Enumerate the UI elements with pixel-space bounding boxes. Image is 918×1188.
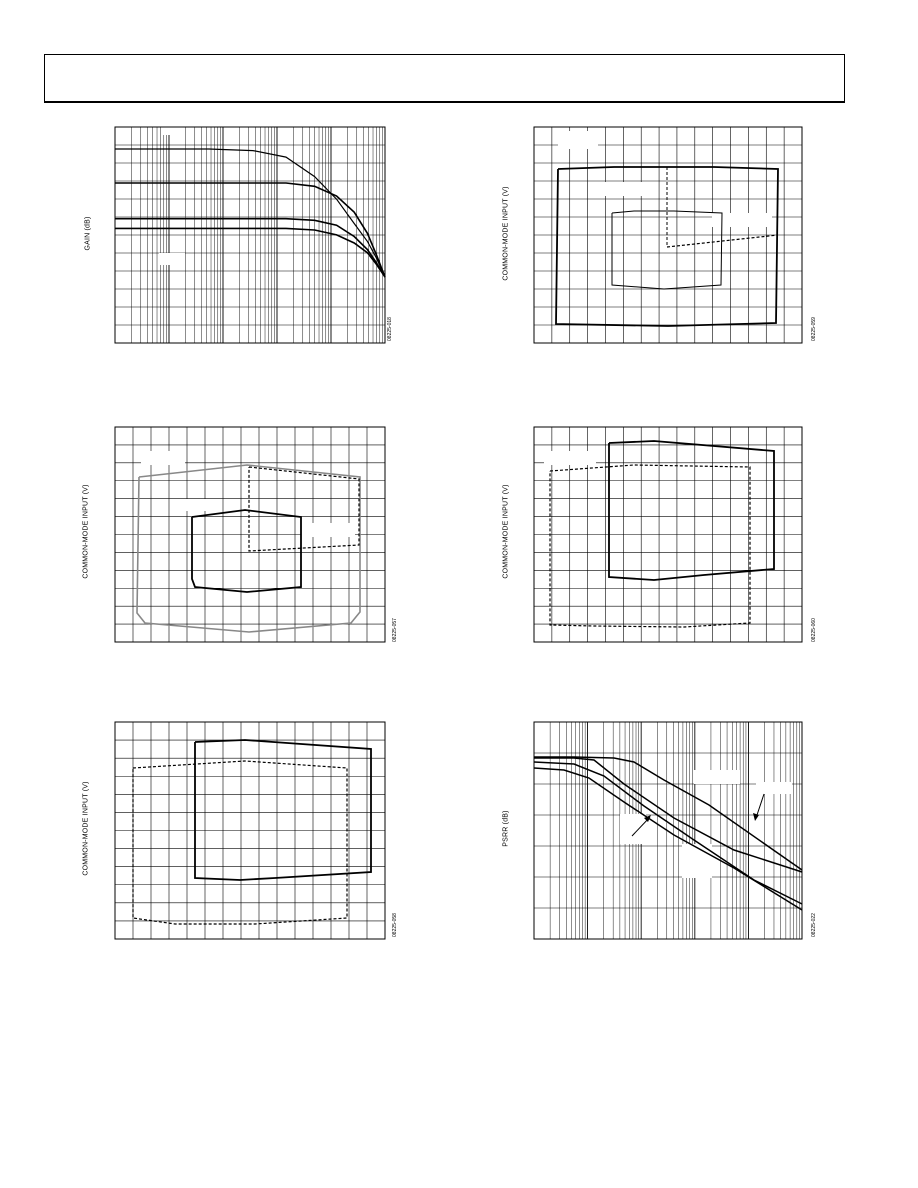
chart-plot-area [534, 722, 802, 939]
gain-curve [115, 149, 385, 277]
chart-plot-area [115, 427, 385, 642]
label-mask [604, 182, 650, 196]
label-mask [558, 131, 598, 149]
dashed-boundary [249, 467, 359, 551]
inner-boundary [192, 510, 301, 592]
y-axis-label: COMMON-MODE INPUT (V) [82, 781, 90, 876]
label-mask [712, 213, 772, 227]
solid-boundary [609, 441, 774, 580]
label-mask [620, 814, 646, 844]
chart-plot-area [534, 127, 802, 343]
gain-curve [115, 219, 385, 277]
y-axis-label: PSRR (dB) [502, 810, 510, 847]
dashed-boundary [550, 465, 750, 627]
label-mask [179, 499, 219, 511]
arrow-head [753, 813, 759, 821]
figure-id: 08225-022 [811, 913, 817, 937]
label-mask [141, 451, 185, 465]
y-axis-label: GAIN (dB) [84, 216, 92, 251]
dashed-boundary [667, 235, 778, 247]
y-axis-label: COMMON-MODE INPUT (V) [82, 484, 90, 579]
figure-id: 08225-057 [392, 618, 398, 642]
label-mask [301, 523, 355, 537]
chart-plot-area [115, 722, 385, 939]
label-mask [756, 782, 792, 794]
y-axis-label: COMMON-MODE INPUT (V) [502, 484, 510, 579]
page-header-box [44, 54, 845, 103]
dashed-boundary [133, 761, 347, 924]
figure-id: 08225-060 [811, 618, 817, 642]
label-mask [161, 127, 185, 135]
y-axis-label: COMMON-MODE INPUT (V) [502, 186, 510, 281]
chart-plot-area [115, 127, 385, 343]
label-mask [544, 451, 596, 465]
label-mask [159, 253, 185, 265]
label-mask [694, 770, 740, 784]
chart-plot-area [534, 427, 802, 642]
figure-id: 08225-058 [392, 913, 398, 937]
figure-id: 08225-018 [387, 317, 393, 341]
solid-boundary [195, 740, 371, 880]
figure-id: 08225-059 [811, 317, 817, 341]
